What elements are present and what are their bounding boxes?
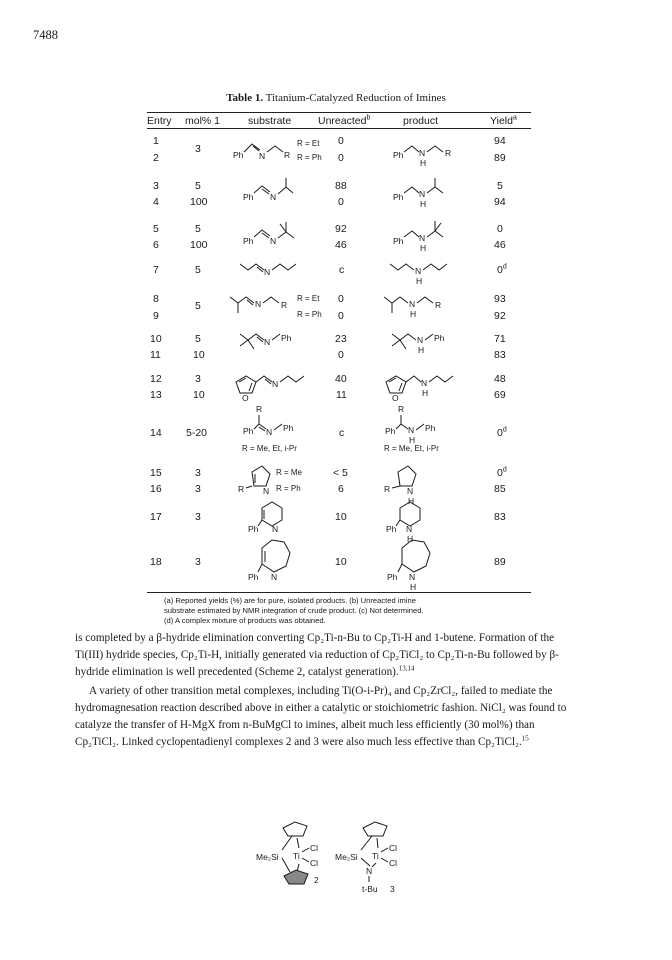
me2si-label: Me₂Si [335, 852, 358, 862]
header-yield-text: Yield [490, 115, 513, 127]
n-label: N [421, 378, 428, 388]
h-label: H [420, 199, 427, 209]
imine-substrate-3 [243, 178, 293, 202]
r-label: R = Et [297, 294, 320, 303]
unreacted-cell: 6 [338, 483, 344, 495]
citation-sup: 13,14 [398, 664, 415, 673]
n-label: N [270, 236, 277, 246]
body-line: A variety of other transition metal complexes, including Ti(O-i-Pr)₄ and Cp₂ZrCl₂, failed to mediate the [89, 685, 553, 697]
ph-label: Ph [386, 524, 397, 534]
mol-cell: 3 [195, 143, 201, 155]
page-number: 7488 [33, 28, 58, 42]
n-label: N [419, 148, 426, 158]
r-atom: R [256, 404, 263, 414]
mol-cell: 5 [195, 180, 201, 192]
yield-sup: d [502, 426, 507, 434]
amine-product-17 [386, 502, 420, 544]
entry-cell: 15 [150, 467, 162, 479]
mol-cell: 5 [195, 333, 201, 345]
h-label: H [410, 309, 417, 319]
body-paragraph-1 [75, 630, 635, 681]
mol-cell: 5 [195, 264, 201, 276]
yield-cell: 94 [494, 135, 506, 147]
yield-cell: 69 [494, 389, 506, 401]
imine-substrate-7 [240, 264, 296, 277]
unreacted-cell: 0 [338, 152, 344, 164]
h-label: H [407, 534, 414, 544]
r-atom: R [281, 300, 288, 310]
n-label: N [264, 337, 271, 347]
cl-label: Cl [310, 858, 319, 868]
ph-label: Ph [393, 192, 404, 202]
imine-substrate-18 [248, 540, 290, 582]
ti-label: Ti [372, 851, 379, 861]
unreacted-cell: < 5 [333, 467, 348, 479]
n-label: N [272, 524, 279, 534]
imine-substrate-15 [238, 466, 270, 496]
n-label: N [419, 189, 426, 199]
complex-3-structure [335, 822, 397, 894]
complex-number-label: 3 [390, 884, 395, 894]
mol-cell: 10 [193, 389, 205, 401]
r-atom: R [398, 404, 405, 414]
ph-label: Ph [393, 150, 404, 160]
yield-cell: 0 [497, 223, 503, 235]
r-atom: R [435, 300, 442, 310]
h-label: H [416, 276, 423, 286]
yield-cell: 89 [494, 152, 506, 164]
n-label: N [419, 233, 426, 243]
unreacted-cell: 0 [338, 293, 344, 305]
body-line-text: Cp₂TiCl₂. Linked cyclopentadienyl complexes 2 and 3 were also much less effective than Cp₂TiCl₂. [75, 736, 522, 748]
table-footnote: (a) Reported yields (%) are for pure, isolated products. (b) Unreacted imine [164, 596, 416, 605]
body-line: hydromagnesation reaction described above in either a catalytic or stoichiometric fashion. NiCl₂ was found to [75, 702, 567, 714]
ph-label: Ph [243, 192, 254, 202]
n-label: N [271, 572, 278, 582]
yield-cell: 5 [497, 180, 503, 192]
r-atom: R [445, 148, 452, 158]
mol-cell: 5-20 [186, 427, 208, 439]
mol-cell: 5 [195, 300, 201, 312]
h-label: H [409, 435, 416, 445]
h-label: H [418, 345, 425, 355]
r-label: R = Ph [276, 484, 301, 493]
amine-product-14 [385, 404, 436, 445]
yield-cell: 94 [494, 196, 506, 208]
amine-product-10 [392, 333, 445, 355]
r-label: R = Ph [297, 153, 322, 162]
n-label: N [407, 486, 414, 496]
table-caption-text: Titanium-Catalyzed Reduction of Imines [265, 92, 446, 104]
amine-product-8 [384, 297, 441, 319]
yield-value: 0 [497, 467, 503, 479]
header-yield-sup: a [512, 114, 517, 122]
unreacted-cell: 88 [335, 180, 347, 192]
unreacted-cell: 23 [335, 333, 347, 345]
body-line: catalyze the transfer of H-MgX from n-BuMgCl to imines, albeit much less efficiently (30 mol%) than [75, 719, 535, 731]
yield-cell: 71 [494, 333, 506, 345]
r-label: R = Me, Et, i-Pr [242, 444, 297, 453]
table-footnote: (d) A complex mixture of products was obtained. [164, 616, 326, 625]
yield-cell: 92 [494, 310, 506, 322]
n-label: N [406, 524, 413, 534]
entry-cell: 3 [153, 180, 159, 192]
cl-label: Cl [389, 843, 398, 853]
r-atom: R [238, 484, 245, 494]
body-paragraph-2 [75, 683, 635, 751]
imine-substrate-10 [240, 333, 292, 349]
mol-cell: 3 [195, 373, 201, 385]
cl-label: Cl [389, 858, 398, 868]
unreacted-cell: c [339, 264, 345, 276]
entry-cell: 5 [153, 223, 159, 235]
n-label: N [263, 486, 270, 496]
table-caption-label: Table 1. [226, 92, 264, 104]
mol-cell: 100 [190, 239, 208, 251]
unreacted-cell: 0 [338, 196, 344, 208]
amine-product-12 [386, 376, 453, 403]
citation-sup: 15 [521, 734, 529, 743]
n-label: N [259, 151, 266, 161]
entry-cell: 9 [153, 310, 159, 322]
ph-label: Ph [248, 572, 259, 582]
tbu-label: t-Bu [362, 884, 378, 894]
mol-cell: 3 [195, 467, 201, 479]
h-label: H [408, 496, 415, 506]
header-unreacted-sup: b [366, 114, 371, 122]
o-label: O [242, 393, 249, 403]
yield-cell: 83 [494, 511, 506, 523]
yield-sup: d [502, 466, 507, 474]
entry-cell: 10 [150, 333, 162, 345]
yield-cell: 85 [494, 483, 506, 495]
n-label: N [415, 266, 422, 276]
n-label: N [272, 379, 279, 389]
header-unreacted-text: Unreacted [318, 115, 367, 127]
yield-value: 0 [497, 427, 503, 439]
body-line: is completed by a β-hydride elimination converting Cp₂Ti-n-Bu to Cp₂Ti-H and 1-butene. Formation of the [75, 632, 555, 644]
yield-sup: d [502, 263, 507, 271]
entry-cell: 11 [150, 349, 161, 361]
unreacted-cell: 10 [335, 511, 347, 523]
body-line [75, 734, 635, 751]
imine-substrate-1 [233, 144, 290, 161]
entry-cell: 16 [150, 483, 162, 495]
imine-substrate-5 [243, 222, 294, 246]
entry-cell: 1 [153, 135, 159, 147]
r-label: R = Ph [297, 310, 322, 319]
r-atom: R [384, 484, 391, 494]
complex-number-label: 2 [314, 875, 319, 885]
imine-substrate-8 [230, 297, 287, 313]
mol-cell: 100 [190, 196, 208, 208]
n-label: N [366, 866, 373, 876]
mol-cell: 3 [195, 483, 201, 495]
imine-substrate-17 [248, 502, 282, 534]
n-label: N [409, 299, 416, 309]
body-line: Ti(III) hydride species, Cp₂Ti-H, initially generated via reduction of Cp₂TiCl₂ to Cp₂Ti-n-Bu followed by β- [75, 649, 559, 661]
unreacted-cell: 11 [336, 389, 347, 401]
amine-product-5 [393, 221, 443, 253]
yield-cell: 48 [494, 373, 506, 385]
header-substrate: substrate [248, 115, 292, 127]
cl-label: Cl [310, 843, 319, 853]
n-label: N [266, 427, 273, 437]
o-label: O [392, 393, 399, 403]
table-footnote: substrate estimated by NMR integration of crude product. (c) Not determined. [164, 606, 424, 615]
yield-cell: 46 [494, 239, 506, 251]
amine-product-1 [393, 146, 451, 168]
n-label: N [409, 572, 416, 582]
unreacted-cell: 0 [338, 349, 344, 361]
n-label: N [255, 299, 262, 309]
entry-cell: 14 [150, 427, 162, 439]
ph-label: Ph [385, 426, 396, 436]
yield-cell: 93 [494, 293, 506, 305]
unreacted-cell: 40 [335, 373, 347, 385]
ph-label: Ph [281, 333, 292, 343]
header-product: product [403, 115, 439, 127]
r-atom: R [284, 150, 291, 160]
r-label: R = Me [276, 468, 303, 477]
mol-cell: 3 [195, 511, 201, 523]
ph-label: Ph [233, 150, 244, 160]
entry-cell: 13 [150, 389, 162, 401]
unreacted-cell: 0 [338, 135, 344, 147]
header-entry: Entry [147, 115, 172, 127]
imine-substrate-14 [243, 404, 294, 437]
amine-product-7 [390, 264, 447, 286]
unreacted-cell: 92 [335, 223, 347, 235]
h-label: H [420, 158, 427, 168]
header-mol: mol% 1 [185, 115, 221, 127]
unreacted-cell: 0 [338, 310, 344, 322]
entry-cell: 12 [150, 373, 162, 385]
entry-cell: 7 [153, 264, 159, 276]
unreacted-cell: 10 [335, 556, 347, 568]
ph-label: Ph [434, 333, 445, 343]
ph-label: Ph [393, 236, 404, 246]
ph-label: Ph [243, 426, 254, 436]
complex-2-structure [256, 822, 319, 885]
entry-cell: 4 [153, 196, 159, 208]
h-label: H [410, 582, 417, 592]
ph-label: Ph [243, 236, 254, 246]
unreacted-cell: 46 [335, 239, 347, 251]
h-label: H [420, 243, 427, 253]
r-label: R = Me, Et, i-Pr [384, 444, 439, 453]
amine-product-18 [387, 540, 430, 592]
yield-cell: 89 [494, 556, 506, 568]
h-label: H [422, 388, 429, 398]
mol-cell: 3 [195, 556, 201, 568]
amine-product-3 [393, 178, 443, 209]
entry-cell: 2 [153, 152, 159, 164]
ph-label: Ph [283, 423, 294, 433]
entry-cell: 6 [153, 239, 159, 251]
ti-label: Ti [293, 851, 300, 861]
r-label: R = Et [297, 139, 320, 148]
n-label: N [264, 267, 271, 277]
amine-product-15 [384, 466, 416, 506]
body-line [75, 664, 635, 681]
entry-cell: 17 [150, 511, 162, 523]
me2si-label: Me₂Si [256, 852, 279, 862]
n-label: N [408, 425, 415, 435]
ph-label: Ph [248, 524, 259, 534]
yield-cell: 83 [494, 349, 506, 361]
mol-cell: 10 [193, 349, 205, 361]
n-label: N [417, 335, 424, 345]
ph-label: Ph [425, 423, 436, 433]
n-label: N [270, 192, 277, 202]
entry-cell: 8 [153, 293, 159, 305]
imine-substrate-12 [236, 376, 304, 403]
yield-value: 0 [497, 264, 503, 276]
body-line-text: hydride elimination is well precedented (Scheme 2, catalyst generation). [75, 666, 399, 678]
mol-cell: 5 [195, 223, 201, 235]
entry-cell: 18 [150, 556, 162, 568]
ph-label: Ph [387, 572, 398, 582]
unreacted-cell: c [339, 427, 345, 439]
